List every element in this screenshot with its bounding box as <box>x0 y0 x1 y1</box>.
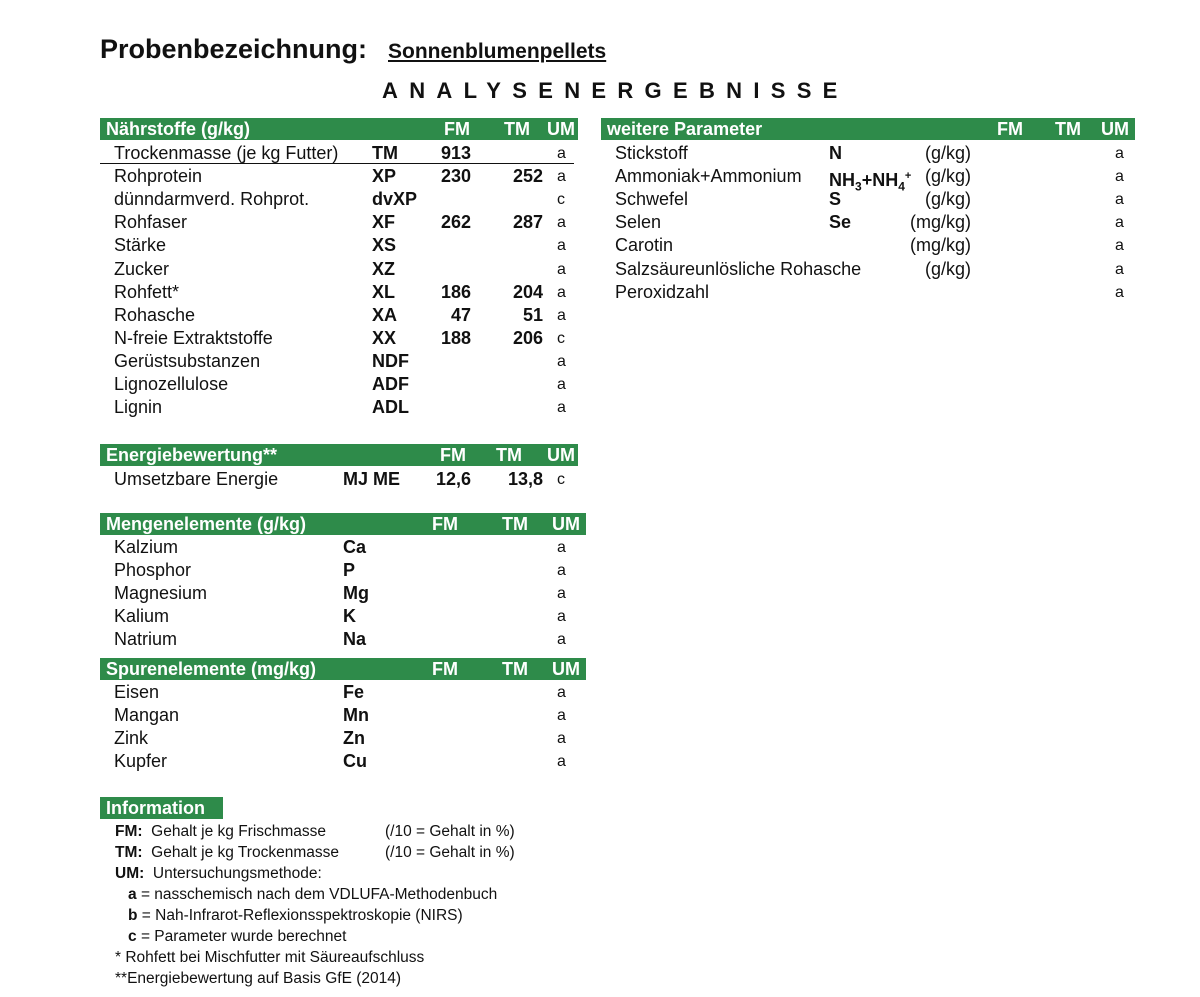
table-row <box>100 327 580 350</box>
row-abbr: TM <box>372 143 398 163</box>
row-abbr: NDF <box>372 350 409 371</box>
row-um-method: a <box>557 539 566 556</box>
info-fm-note: (/10 = Gehalt in %) <box>385 823 515 840</box>
mengen-header <box>100 513 586 535</box>
row-abbr: XX <box>372 327 397 348</box>
row-tm-value: 51 <box>522 304 543 325</box>
row-unit: (mg/kg) <box>909 212 971 233</box>
info-footnote-2: **Energiebewertung auf Basis GfE (2014) <box>115 970 402 987</box>
info-tm-key: TM: <box>115 844 143 861</box>
row-abbr: Mg <box>343 583 369 604</box>
table-row <box>100 582 580 605</box>
col-um-header: UM <box>547 119 575 139</box>
row-um-method: a <box>1115 191 1124 209</box>
col-fm-header: FM <box>432 514 458 534</box>
row-abbr: dvXP <box>372 189 418 210</box>
page-subtitle: ANALYSENERGEBNISSE <box>382 78 849 103</box>
table-row <box>100 468 580 491</box>
info-tm-line <box>115 843 515 864</box>
table-row <box>100 188 580 211</box>
row-name: Lignozellulose <box>114 374 229 394</box>
row-fm-value: 188 <box>440 327 471 348</box>
row-name: Rohfaser <box>114 212 188 233</box>
row-um-method: a <box>557 707 566 725</box>
method-text: = nasschemisch nach dem VDLUFA-Methodenbuch <box>140 886 498 903</box>
row-um-method: a <box>557 352 566 370</box>
row-abbr: MJ ME <box>343 469 401 489</box>
section-title: Nährstoffe (g/kg) <box>106 119 250 139</box>
row-fm-value: 47 <box>450 304 471 325</box>
row-name: Kalium <box>114 606 170 627</box>
information-header: Information <box>100 797 223 819</box>
row-name: Ammoniak+Ammonium <box>615 166 802 187</box>
col-fm-header: FM <box>444 119 470 139</box>
row-name: Magnesium <box>114 583 208 604</box>
table-row <box>100 234 580 257</box>
row-name: Rohasche <box>114 304 196 325</box>
row-um-method: a <box>557 260 566 278</box>
info-tm-note: (/10 = Gehalt in %) <box>385 844 515 861</box>
row-um-method: a <box>557 608 566 626</box>
row-abbr: XF <box>372 212 396 233</box>
col-tm-header: TM <box>504 119 530 139</box>
row-name: Zucker <box>114 258 170 279</box>
method-key: c <box>128 928 137 945</box>
row-name: Rohprotein <box>114 166 203 187</box>
row-abbr: XP <box>372 166 397 187</box>
spuren-header <box>100 658 586 680</box>
col-tm-header: TM <box>1055 119 1081 139</box>
row-unit: (g/kg) <box>924 258 971 279</box>
naehrstoffe-section <box>100 118 588 418</box>
info-um-text: Untersuchungsmethode: <box>152 865 322 882</box>
table-row <box>100 165 580 188</box>
table-row <box>100 727 580 750</box>
row-tm-value: 13,8 <box>507 469 543 489</box>
row-abbr: Ca <box>343 537 367 557</box>
row-um-method: a <box>557 237 566 255</box>
row-um-method: c <box>557 329 565 347</box>
table-row <box>601 165 1135 194</box>
row-um-method: a <box>557 399 566 417</box>
row-name: Eisen <box>114 682 160 702</box>
row-name: Rohfett* <box>114 281 180 302</box>
row-name: Lignin <box>114 397 163 418</box>
table-row <box>100 350 580 373</box>
table-row <box>100 373 580 396</box>
row-um-method: a <box>1115 260 1124 278</box>
row-unit: (g/kg) <box>924 189 971 210</box>
row-name: Stärke <box>114 235 167 256</box>
table-row <box>100 605 580 628</box>
info-footnote-1: * Rohfett bei Mischfutter mit Säureaufschluss <box>115 949 425 966</box>
energie-header <box>100 444 578 466</box>
table-row <box>601 234 1135 257</box>
row-name: Salzsäureunlösliche Rohasche <box>615 258 862 279</box>
table-row <box>100 536 580 559</box>
section-title: Spurenelemente (mg/kg) <box>106 659 317 679</box>
table-row <box>100 304 580 327</box>
row-unit: (mg/kg) <box>909 235 971 256</box>
naehrstoffe-header <box>100 118 578 140</box>
method-text: = Nah-Infrarot-Reflexionsspektroskopie (NIRS) <box>141 907 463 924</box>
row-um-method: a <box>557 730 566 748</box>
table-row <box>100 704 580 727</box>
row-unit: (g/kg) <box>924 166 971 187</box>
row-um-method: c <box>557 191 565 209</box>
col-tm-header: TM <box>502 514 528 534</box>
row-abbr: Fe <box>343 682 365 702</box>
col-um-header: UM <box>552 514 580 534</box>
row-abbr: XS <box>372 235 397 256</box>
row-name: dünndarmverd. Rohprot. <box>114 189 310 210</box>
row-abbr: Mn <box>343 705 369 726</box>
row-tm-value: 204 <box>512 281 543 302</box>
weitere-parameter-section <box>601 118 1141 318</box>
row-um-method: a <box>557 283 566 301</box>
col-um-header: UM <box>1101 119 1129 139</box>
row-name: Umsetzbare Energie <box>114 469 279 489</box>
table-row <box>100 559 580 582</box>
row-tm-value: 252 <box>512 166 543 187</box>
row-abbr: XA <box>372 304 398 325</box>
row-um-method: a <box>557 684 566 701</box>
row-abbr: P <box>343 560 356 581</box>
table-row <box>100 628 580 651</box>
row-abbr: ADF <box>372 374 409 394</box>
row-tm-value: 287 <box>512 212 543 233</box>
col-fm-header: FM <box>432 659 458 679</box>
section-title: weitere Parameter <box>607 119 763 139</box>
row-um-method: c <box>557 471 565 488</box>
table-row <box>100 396 580 419</box>
row-fm-value: 186 <box>440 281 471 302</box>
row-unit: (g/kg) <box>924 143 971 163</box>
info-um-line <box>115 864 322 885</box>
info-fm-line <box>115 822 515 843</box>
row-abbr: K <box>343 606 356 627</box>
col-um-header: UM <box>547 445 575 465</box>
row-um-method: a <box>557 631 566 649</box>
sample-name: Sonnenblumenpellets <box>388 40 607 63</box>
table-row <box>100 281 580 304</box>
table-row <box>601 188 1135 211</box>
info-tm-text: Gehalt je kg Trockenmasse <box>151 844 339 861</box>
col-um-header: UM <box>552 659 580 679</box>
row-abbr: S <box>829 189 842 210</box>
row-name: Carotin <box>615 235 674 256</box>
method-text: = Parameter wurde berechnet <box>140 928 347 945</box>
row-um-method: a <box>1115 168 1124 186</box>
row-fm-value: 12,6 <box>435 469 471 489</box>
table-row <box>100 142 580 165</box>
table-row <box>100 681 580 704</box>
method-key: b <box>128 907 138 924</box>
row-um-method: a <box>557 585 566 603</box>
row-abbr: Na <box>343 629 367 650</box>
section-title: Energiebewertung** <box>106 445 278 465</box>
row-name: Kalzium <box>114 537 179 557</box>
col-fm-header: FM <box>440 445 466 465</box>
page-title-label: Probenbezeichnung: <box>100 34 368 64</box>
row-name: Kupfer <box>114 751 168 772</box>
row-name: N-freie Extraktstoffe <box>114 327 273 348</box>
col-tm-header: TM <box>496 445 522 465</box>
table-row <box>601 142 1135 165</box>
row-abbr: Zn <box>343 728 365 749</box>
table-row <box>100 258 580 281</box>
row-name: Selen <box>615 212 662 233</box>
info-um-key: UM: <box>115 865 145 882</box>
ammonium-formula: $NH_3+NH_4^+$ <box>829 170 912 194</box>
row-name: Zink <box>114 728 149 749</box>
col-tm-header: TM <box>502 659 528 679</box>
section-title: Mengenelemente (g/kg) <box>106 514 307 534</box>
table-row <box>601 211 1135 234</box>
row-name: Peroxidzahl <box>615 281 710 302</box>
row-um-method: a <box>557 753 566 771</box>
row-name: Mangan <box>114 705 180 726</box>
row-um-method: a <box>1115 145 1124 162</box>
row-name: Stickstoff <box>615 143 688 163</box>
row-um-method: a <box>1115 214 1124 232</box>
row-name: Trockenmasse (je kg Futter) <box>114 143 339 163</box>
row-um-method: a <box>557 562 566 580</box>
info-fm-key: FM: <box>115 823 143 840</box>
weitere-header <box>601 118 1135 140</box>
row-um-method: a <box>557 145 566 162</box>
col-fm-header: FM <box>997 119 1023 139</box>
row-tm-value: 206 <box>512 327 543 348</box>
table-row <box>100 211 580 234</box>
energie-section <box>100 444 588 492</box>
info-method-c <box>128 927 346 948</box>
table-row <box>601 281 1135 304</box>
row-um-method: a <box>557 214 566 232</box>
mengenelemente-section <box>100 513 588 653</box>
row-name: Gerüstsubstanzen <box>114 350 261 371</box>
row-abbr: XZ <box>372 258 396 279</box>
row-fm-value: 913 <box>440 143 471 163</box>
info-fm-text: Gehalt je kg Frischmasse <box>151 823 327 840</box>
row-um-method: a <box>557 306 566 324</box>
row-fm-value: 262 <box>440 212 471 233</box>
row-abbr: Cu <box>343 751 367 772</box>
table-row <box>601 258 1135 281</box>
row-um-method: a <box>1115 283 1124 301</box>
row-abbr: ADL <box>372 397 409 418</box>
row-um-method: a <box>1115 237 1124 255</box>
row-name: Schwefel <box>615 189 689 210</box>
row-name: Phosphor <box>114 560 192 581</box>
row-um-method: a <box>557 168 566 186</box>
info-method-b <box>128 906 463 927</box>
method-key: a <box>128 886 137 903</box>
row-underline <box>100 163 574 164</box>
info-method-a <box>128 885 497 906</box>
spurenelemente-section <box>100 658 588 778</box>
row-abbr: XL <box>372 281 396 302</box>
row-abbr: Se <box>829 212 852 233</box>
row-name: Natrium <box>114 629 178 650</box>
row-fm-value: 230 <box>440 166 471 187</box>
row-abbr: N <box>829 143 842 163</box>
table-row <box>100 750 580 773</box>
row-um-method: a <box>557 376 566 393</box>
